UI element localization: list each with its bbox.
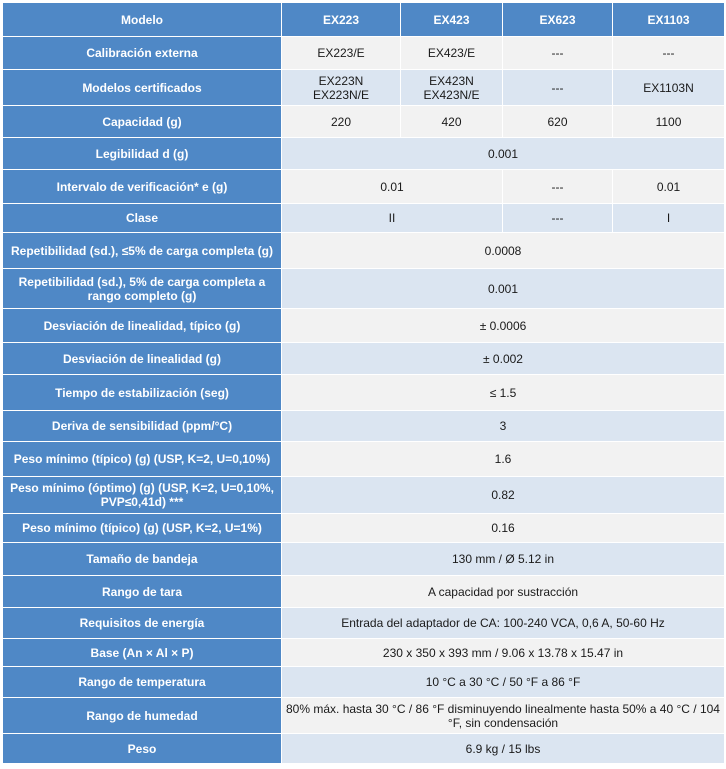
row-value: ± 0.002	[282, 343, 725, 375]
row-value: EX423N EX423N/E	[401, 70, 503, 106]
row-value: 220	[282, 106, 401, 138]
row-value: 0.0008	[282, 233, 725, 269]
header-model-4: EX1103	[613, 3, 725, 37]
row-value: 230 x 350 x 393 mm / 9.06 x 13.78 x 15.47 in	[282, 639, 725, 667]
row-label: Capacidad (g)	[3, 106, 282, 138]
row-value: II	[282, 204, 503, 233]
row-label: Intervalo de verificación* e (g)	[3, 170, 282, 204]
table-row	[3, 309, 725, 343]
table-row	[3, 269, 725, 309]
row-value: EX423/E	[401, 37, 503, 70]
table-row	[3, 37, 725, 70]
row-value: 0.16	[282, 514, 725, 543]
row-label: Rango de tara	[3, 576, 282, 608]
table-row	[3, 411, 725, 442]
header-model-1: EX223	[282, 3, 401, 37]
row-value: 0.01	[282, 170, 503, 204]
table-row	[3, 734, 725, 764]
row-value: 0.82	[282, 477, 725, 514]
row-label: Base (An × Al × P)	[3, 639, 282, 667]
row-value: 3	[282, 411, 725, 442]
row-value: 130 mm / Ø 5.12 in	[282, 543, 725, 576]
table-row	[3, 543, 725, 576]
row-label: Peso	[3, 734, 282, 764]
row-value: ± 0.0006	[282, 309, 725, 343]
row-value: 0.001	[282, 138, 725, 170]
row-value: ≤ 1.5	[282, 375, 725, 411]
row-label: Desviación de linealidad (g)	[3, 343, 282, 375]
row-value: 80% máx. hasta 30 °C / 86 °F disminuyendo linealmente hasta 50% a 40 °C / 104 °F, sin condensación	[282, 698, 725, 734]
header-row	[3, 3, 725, 37]
row-value: ---	[503, 170, 613, 204]
table-row	[3, 514, 725, 543]
row-label: Repetibilidad (sd.), 5% de carga completa a rango completo (g)	[3, 269, 282, 309]
row-value: 0.001	[282, 269, 725, 309]
row-label: Deriva de sensibilidad (ppm/°C)	[3, 411, 282, 442]
table-row	[3, 70, 725, 106]
table-row	[3, 698, 725, 734]
header-model-3: EX623	[503, 3, 613, 37]
row-value: 620	[503, 106, 613, 138]
table-row	[3, 608, 725, 639]
row-label: Modelos certificados	[3, 70, 282, 106]
row-value: EX223/E	[282, 37, 401, 70]
row-label: Clase	[3, 204, 282, 233]
row-value: 0.01	[613, 170, 725, 204]
row-value: 420	[401, 106, 503, 138]
row-value: 10 °C a 30 °C / 50 °F a 86 °F	[282, 667, 725, 698]
row-label: Peso mínimo (típico) (g) (USP, K=2, U=0,10%)	[3, 442, 282, 477]
row-value: ---	[503, 204, 613, 233]
row-label: Calibración externa	[3, 37, 282, 70]
table-row	[3, 138, 725, 170]
row-value: ---	[503, 37, 613, 70]
row-value: ---	[503, 70, 613, 106]
table-row	[3, 343, 725, 375]
header-model-2: EX423	[401, 3, 503, 37]
row-label: Tiempo de estabilización (seg)	[3, 375, 282, 411]
row-value: A capacidad por sustracción	[282, 576, 725, 608]
table-row	[3, 204, 725, 233]
table-row	[3, 170, 725, 204]
row-label: Desviación de linealidad, típico (g)	[3, 309, 282, 343]
table-row	[3, 106, 725, 138]
row-value: 1100	[613, 106, 725, 138]
row-value: 1.6	[282, 442, 725, 477]
row-label: Legibilidad d (g)	[3, 138, 282, 170]
row-value: Entrada del adaptador de CA: 100-240 VCA, 0,6 A, 50-60 Hz	[282, 608, 725, 639]
row-label: Requisitos de energía	[3, 608, 282, 639]
table-row	[3, 442, 725, 477]
table-row	[3, 233, 725, 269]
table-row	[3, 576, 725, 608]
row-label: Rango de humedad	[3, 698, 282, 734]
row-value: ---	[613, 37, 725, 70]
row-label: Tamaño de bandeja	[3, 543, 282, 576]
row-label: Peso mínimo (típico) (g) (USP, K=2, U=1%)	[3, 514, 282, 543]
table-row	[3, 667, 725, 698]
table-row	[3, 375, 725, 411]
table-row	[3, 477, 725, 514]
header-modelo: Modelo	[3, 3, 282, 37]
row-label: Peso mínimo (óptimo) (g) (USP, K=2, U=0,10%, PVP≤0,41d) ***	[3, 477, 282, 514]
row-value: EX223N EX223N/E	[282, 70, 401, 106]
row-label: Rango de temperatura	[3, 667, 282, 698]
row-value: EX1103N	[613, 70, 725, 106]
table-row	[3, 639, 725, 667]
row-value: 6.9 kg / 15 lbs	[282, 734, 725, 764]
row-value: I	[613, 204, 725, 233]
spec-table	[2, 2, 725, 764]
row-label: Repetibilidad (sd.), ≤5% de carga completa (g)	[3, 233, 282, 269]
